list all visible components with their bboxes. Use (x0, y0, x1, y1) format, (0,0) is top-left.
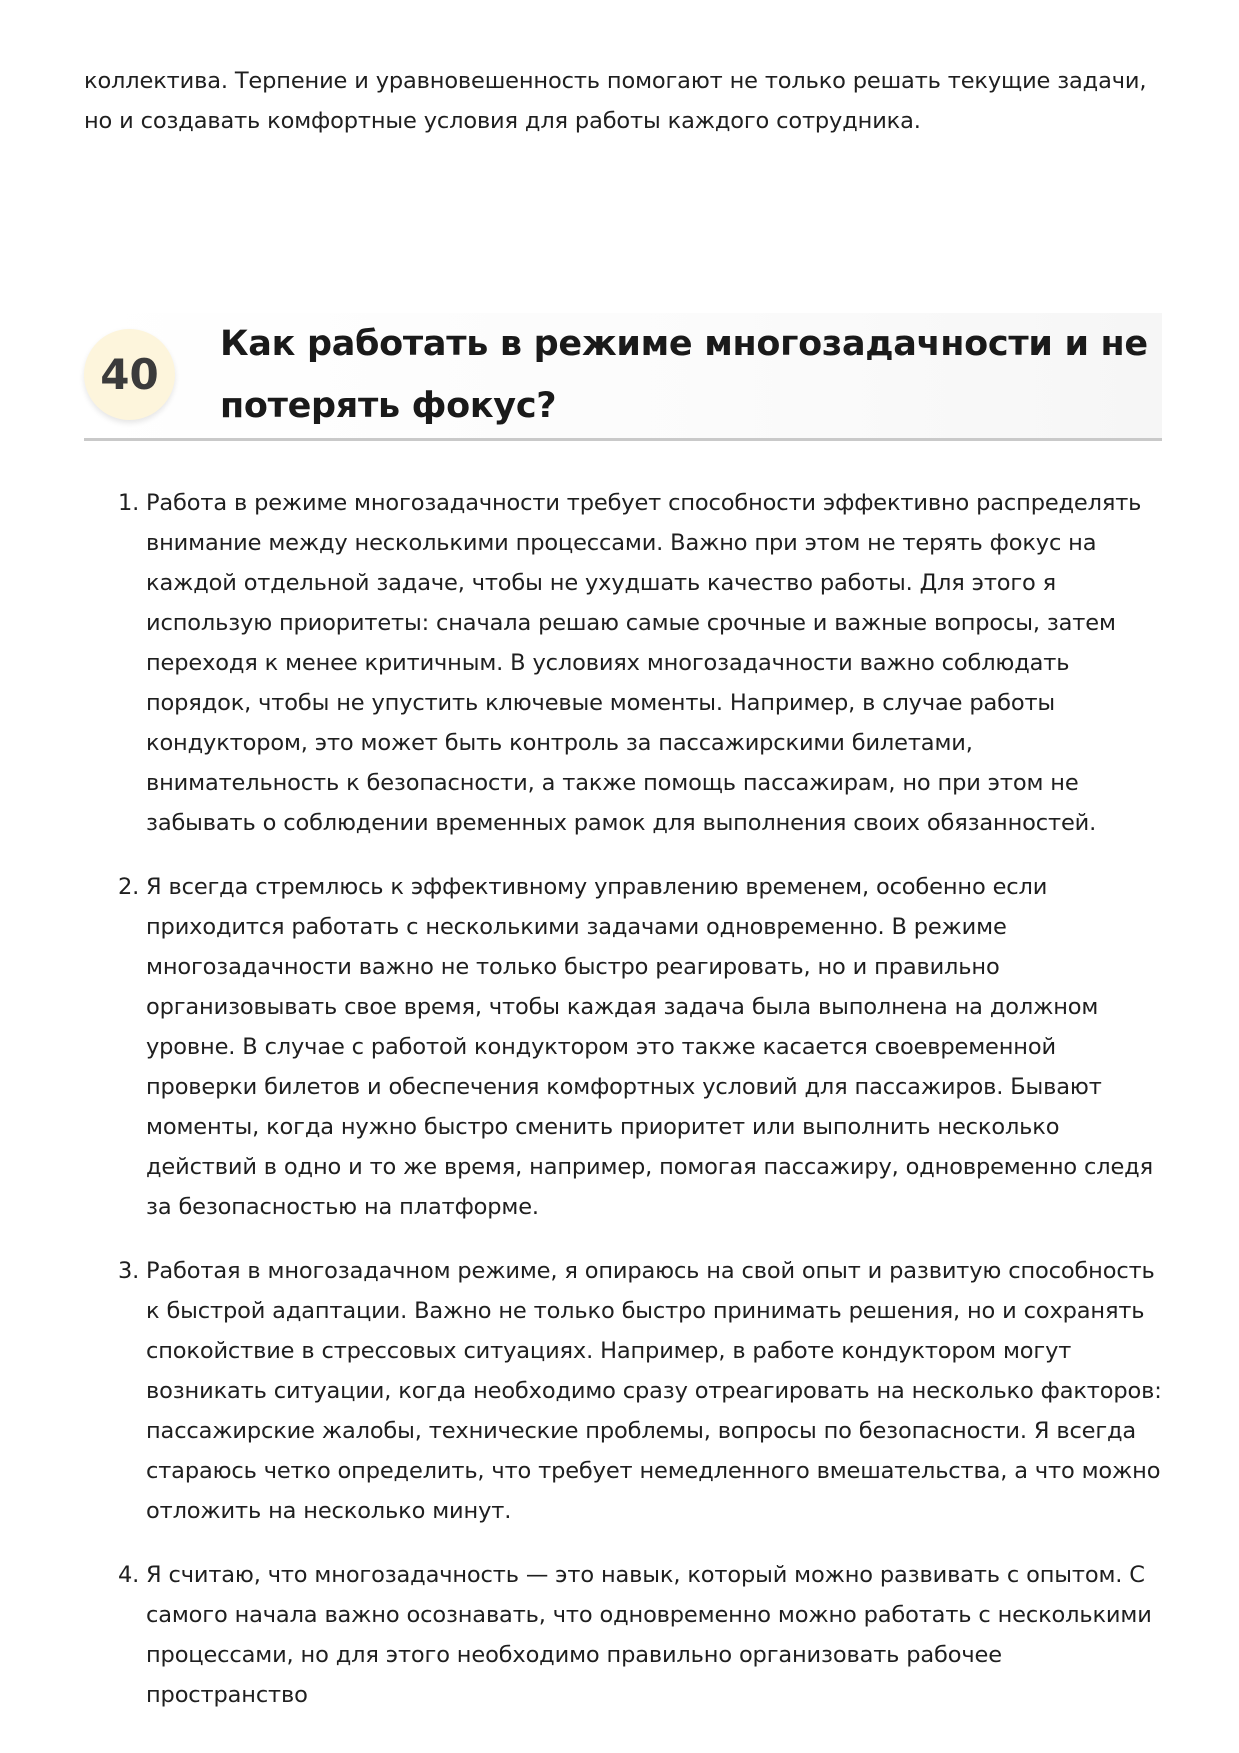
answer-item (84, 867, 1164, 1227)
answer-text: Я считаю, что многозадачность — это навык, который можно развивать с опытом. С самого начала важно осознавать, что одновременно можно работать с несколькими процессами, но для этого необходимо правильно организовать рабочее пространство (146, 1562, 1152, 1708)
answer-text: Работая в многозадачном режиме, я опираюсь на свой опыт и развитую способность к быстрой адаптации. Важно не только быстро принимать решения, но и сохранять спокойствие в стрессовых ситуациях. Например, в работе кондуктором могут возникать ситуации, когда необходимо сразу отреагировать на несколько факторов: пассажирские жалобы, технические проблемы, вопросы по безопасности. Я всегда стараюсь четко определить, что требует немедленного вмешательства, а что можно отложить на несколько минут. (146, 1258, 1162, 1524)
answer-item (84, 1251, 1164, 1531)
answer-item (84, 483, 1164, 843)
intro-paragraph: коллектива. Терпение и уравновешенность помогают не только решать текущие задачи, но и создавать комфортные условия для работы каждого сотрудника. (84, 68, 1147, 134)
answer-list (84, 483, 1164, 1739)
answer-number: 4. (118, 1562, 140, 1588)
question-number-badge: 40 (84, 329, 175, 420)
answer-text: Работа в режиме многозадачности требует способности эффективно распределять внимание между несколькими процессами. Важно при этом не терять фокус на каждой отдельной задаче, чтобы не ухудшать качество работы. Для этого я использую приоритеты: сначала решаю самые срочные и важные вопросы, затем переходя к менее критичным. В условиях многозадачности важно соблюдать порядок, чтобы не упустить ключевые моменты. Например, в случае работы кондуктором, это может быть контроль за пассажирскими билетами, внимательность к безопасности, а также помощь пассажирам, но при этом не забывать о соблюдении временных рамок для выполнения своих обязанностей. (146, 490, 1142, 836)
answer-number: 2. (118, 874, 140, 900)
answer-number: 3. (118, 1258, 140, 1284)
question-title: Как работать в режиме многозадачности и не потерять фокус? (220, 324, 1148, 426)
answer-number: 1. (118, 490, 140, 516)
answer-item (84, 1555, 1164, 1715)
question-header (84, 313, 1162, 441)
answer-text: Я всегда стремлюсь к эффективному управлению временем, особенно если приходится работать с несколькими задачами одновременно. В режиме многозадачности важно не только быстро реагировать, но и правильно организовывать свое время, чтобы каждая задача была выполнена на должном уровне. В случае с работой кондуктором это также касается своевременной проверки билетов и обеспечения комфортных условий для пассажиров. Бывают моменты, когда нужно быстро сменить приоритет или выполнить несколько действий в одно и то же время, например, помогая пассажиру, одновременно следя за безопасностью на платформе. (146, 874, 1153, 1220)
